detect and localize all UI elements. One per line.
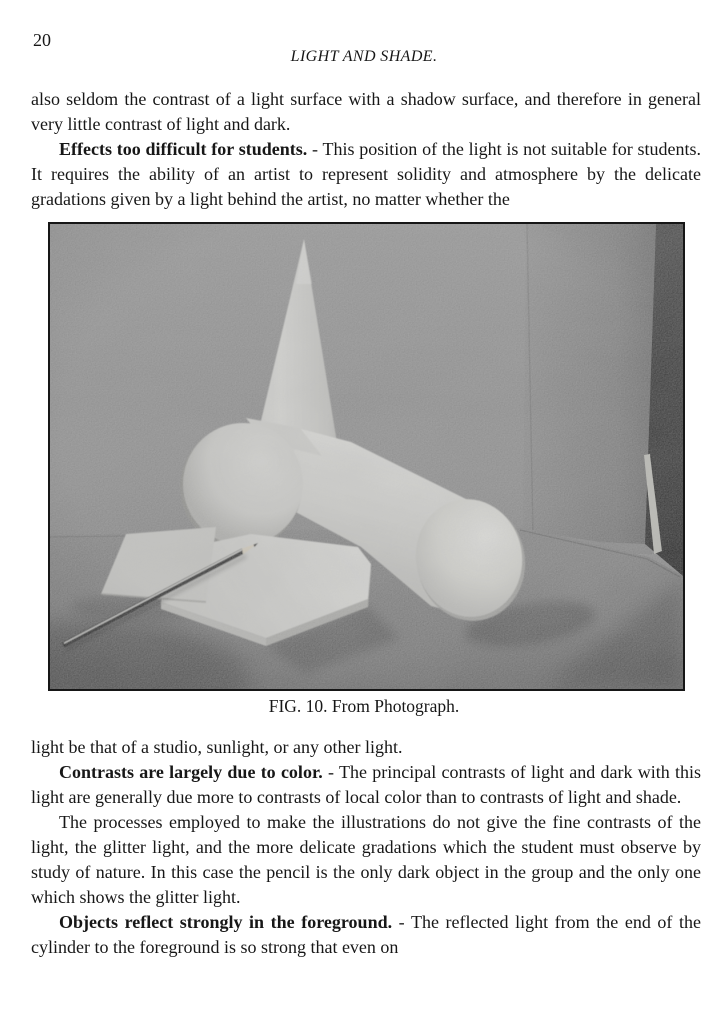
paragraph-text: also seldom the contrast of a light surface with a shadow surface, and therefore in general very little contrast of light and dark. (31, 89, 701, 134)
figure-caption: FIG. 10. From Photograph. (268, 696, 460, 716)
paragraph-lead: Contrasts are largely due to color. (59, 762, 323, 782)
body-text-top (31, 87, 701, 212)
paragraph-text: light be that of a studio, sunlight, or any other light. (31, 737, 403, 757)
paragraph-text: The processes employed to make the illustrations do not give the fine contrasts of the light, the glitter light, and the more delicate gradations which the student must observe by study of nature. In this case the pencil is the only dark object in the group and the only one which shows the glitter light. (31, 812, 701, 907)
photo-still-life (50, 224, 683, 689)
paragraph-lead: Objects reflect strongly in the foreground. (59, 912, 393, 932)
running-title: LIGHT AND SHADE. (290, 48, 438, 65)
paragraph-text: - The reflected light from the end of the cylinder to the foreground is so strong that even on (31, 912, 701, 957)
paragraph (31, 735, 701, 760)
page-number: 20 (33, 30, 51, 50)
paragraph (31, 87, 701, 137)
paragraph (31, 760, 701, 810)
paragraph-lead: Effects too difficult for students. (59, 139, 308, 159)
body-text-bottom (31, 735, 701, 960)
paragraph (31, 910, 701, 960)
photo-grain-overlay (50, 224, 683, 689)
figure-photograph (48, 222, 685, 691)
paragraph (31, 810, 701, 910)
paragraph-text: - This position of the light is not suitable for students. It requires the ability of an artist to represent solidity and atmosphere by the delicate gradations given by a light behind the artist, no matter whether the (31, 139, 701, 209)
paragraph-text: - The principal contrasts of light and dark with this light are generally due more to contrasts of local color than to contrasts of light and shade. (31, 762, 701, 807)
paragraph (31, 137, 701, 212)
